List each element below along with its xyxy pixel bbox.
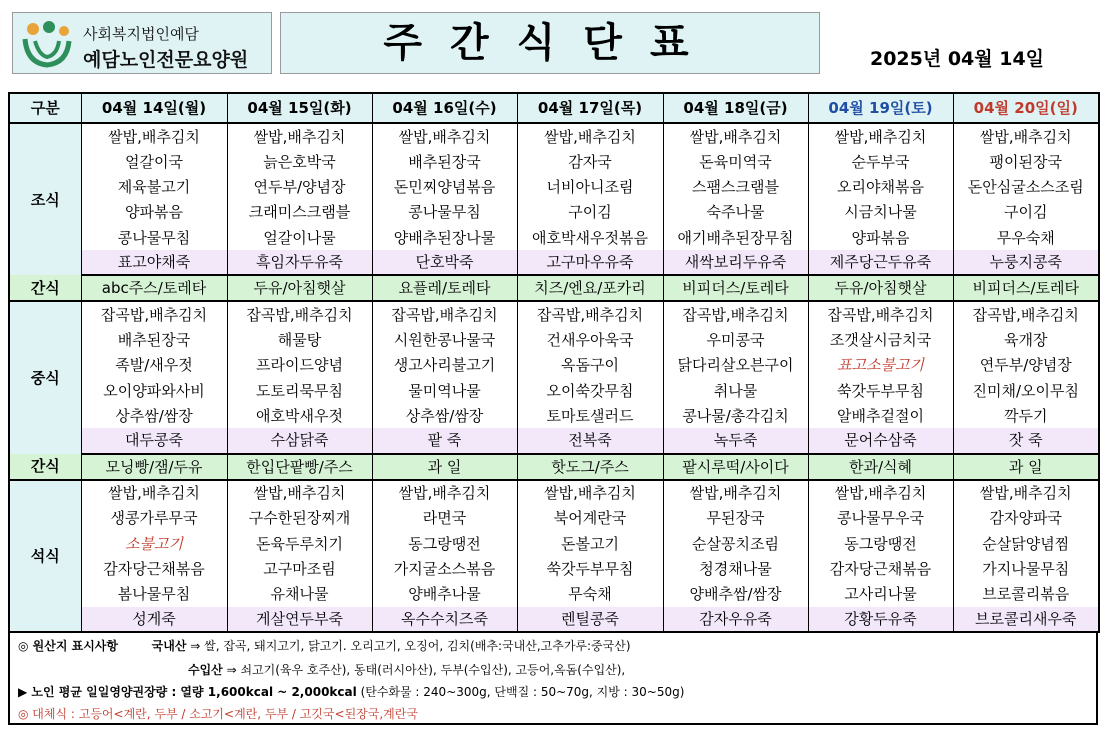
- menu-item: 애기배추된장무침: [663, 225, 808, 250]
- menu-item: 감자당근채볶음: [81, 556, 227, 581]
- menu-item: 돈육두루치기: [227, 531, 372, 556]
- porridge-item: 감자우유죽: [663, 607, 808, 632]
- porridge-item: 팥 죽: [372, 428, 517, 453]
- menu-item: 브로콜리볶음: [953, 581, 1099, 606]
- menu-item: 너비아니조림: [517, 175, 663, 200]
- header-row: [9, 93, 1099, 123]
- menu-row: [9, 301, 1099, 327]
- menu-item: 무된장국: [663, 506, 808, 531]
- menu-row: [9, 480, 1099, 506]
- menu-row: [9, 328, 1099, 353]
- snack-item: 과 일: [372, 454, 517, 480]
- porridge-item: 누룽지콩죽: [953, 250, 1099, 275]
- menu-item: 상추쌈/쌈장: [81, 403, 227, 428]
- menu-item: 돈육미역국: [663, 149, 808, 174]
- menu-item: 시원한콩나물국: [372, 328, 517, 353]
- menu-item: 해물탕: [227, 328, 372, 353]
- snack-item: 팥시루떡/사이다: [663, 454, 808, 480]
- porridge-item: 수삼닭죽: [227, 428, 372, 453]
- notes-section: [8, 633, 1098, 725]
- porridge-row: [9, 250, 1099, 275]
- menu-item: 구수한된장찌개: [227, 506, 372, 531]
- menu-item: 순두부국: [808, 149, 953, 174]
- menu-item: 소불고기: [81, 531, 227, 556]
- menu-item: 제육불고기: [81, 175, 227, 200]
- menu-item: 콩나물무침: [81, 225, 227, 250]
- menu-item: 크래미스크램블: [227, 200, 372, 225]
- menu-item: 오리야채볶음: [808, 175, 953, 200]
- menu-item: 연두부/양념장: [953, 353, 1099, 378]
- snack-item: 모닝빵/잼/두유: [81, 454, 227, 480]
- weekly-menu-table: [8, 92, 1100, 633]
- menu-item: 생고사리불고기: [372, 353, 517, 378]
- porridge-item: 게살연두부죽: [227, 607, 372, 632]
- snack-item: 한과/식혜: [808, 454, 953, 480]
- meal-label-dinner: 석식: [9, 480, 81, 632]
- nutrition-text: (탄수화물 : 240~300g, 단백질 : 50~70g, 지방 : 30~50g): [360, 685, 685, 699]
- menu-row: [9, 506, 1099, 531]
- meal-label-lunch: 중식: [9, 301, 81, 453]
- menu-row: [9, 175, 1099, 200]
- menu-item: 닭다리살오븐구이: [663, 353, 808, 378]
- menu-row: [9, 353, 1099, 378]
- menu-item: 애호박새우젓볶음: [517, 225, 663, 250]
- menu-item: 순살꽁치조림: [663, 531, 808, 556]
- snack-item: 요플레/토레타: [372, 275, 517, 301]
- snack-item: 한입단팥빵/주스: [227, 454, 372, 480]
- menu-item: 양배추된장나물: [372, 225, 517, 250]
- snack-item: 과 일: [953, 454, 1099, 480]
- menu-item: 쌀밥,배추김치: [227, 123, 372, 149]
- page-title: 주간식단표: [280, 12, 820, 74]
- menu-item: 육개장: [953, 328, 1099, 353]
- menu-item: 쌀밥,배추김치: [81, 123, 227, 149]
- column-day-1: 04월 15일(화): [227, 93, 372, 123]
- org-name: 예담노인전문요양원: [83, 49, 249, 71]
- menu-item: 연두부/양념장: [227, 175, 372, 200]
- porridge-item: 흑임자두유죽: [227, 250, 372, 275]
- menu-item: 물미역나물: [372, 378, 517, 403]
- column-day-2: 04월 16일(수): [372, 93, 517, 123]
- porridge-item: 전복죽: [517, 428, 663, 453]
- menu-row: [9, 581, 1099, 606]
- porridge-row: [9, 607, 1099, 632]
- porridge-item: 강황두유죽: [808, 607, 953, 632]
- porridge-item: 브로콜리새우죽: [953, 607, 1099, 632]
- menu-item: 무우숙채: [953, 225, 1099, 250]
- menu-row: [9, 225, 1099, 250]
- menu-row: [9, 200, 1099, 225]
- menu-item: 쌀밥,배추김치: [663, 123, 808, 149]
- menu-item: 쌀밥,배추김치: [372, 123, 517, 149]
- menu-item: 족발/새우젓: [81, 353, 227, 378]
- menu-item: 동그랑땡전: [372, 531, 517, 556]
- menu-item: 취나물: [663, 378, 808, 403]
- menu-item: 구이김: [517, 200, 663, 225]
- domestic-label: 국내산: [151, 639, 187, 653]
- menu-item: 쌀밥,배추김치: [517, 123, 663, 149]
- menu-item: 잡곡밥,배추김치: [953, 301, 1099, 327]
- menu-item: 쌀밥,배추김치: [953, 480, 1099, 506]
- nutrition-line: [18, 683, 684, 700]
- porridge-row: [9, 428, 1099, 453]
- heart-logo-icon: [19, 19, 75, 69]
- menu-item: 스팸스크램블: [663, 175, 808, 200]
- meal-label-snack1: 간식: [9, 275, 81, 301]
- menu-item: 쌀밥,배추김치: [808, 480, 953, 506]
- menu-item: 숙주나물: [663, 200, 808, 225]
- porridge-item: 고구마우유죽: [517, 250, 663, 275]
- menu-row: [9, 149, 1099, 174]
- menu-item: 늙은호박국: [227, 149, 372, 174]
- menu-item: 쌀밥,배추김치: [517, 480, 663, 506]
- snack-item: 핫도그/주스: [517, 454, 663, 480]
- porridge-item: 잣 죽: [953, 428, 1099, 453]
- menu-row: [9, 531, 1099, 556]
- menu-item: 돈볼고기: [517, 531, 663, 556]
- meal-label-snack2: 간식: [9, 454, 81, 480]
- snack-row: [9, 275, 1099, 301]
- menu-item: 감자국: [517, 149, 663, 174]
- column-day-3: 04월 17일(목): [517, 93, 663, 123]
- menu-item: 잡곡밥,배추김치: [227, 301, 372, 327]
- porridge-item: 제주당근두유죽: [808, 250, 953, 275]
- menu-item: 콩나물/총각김치: [663, 403, 808, 428]
- menu-item: 옥돔구이: [517, 353, 663, 378]
- menu-item: 북어계란국: [517, 506, 663, 531]
- menu-item: 프라이드양념: [227, 353, 372, 378]
- domestic-text: ⇒ 쌀, 잡곡, 돼지고기, 닭고기. 오리고기, 오징어, 김치(배추:국내산,고추가루:중국산): [190, 639, 631, 653]
- menu-item: 양배추쌈/쌈장: [663, 581, 808, 606]
- menu-row: [9, 403, 1099, 428]
- menu-item: 토마토샐러드: [517, 403, 663, 428]
- menu-row: [9, 556, 1099, 581]
- menu-date: 2025년 04월 14일: [869, 48, 1045, 70]
- menu-item: 잡곡밥,배추김치: [81, 301, 227, 327]
- menu-item: 유채나물: [227, 581, 372, 606]
- snack-item: abc주스/토레타: [81, 275, 227, 301]
- menu-item: 쑥갓두부무침: [808, 378, 953, 403]
- menu-item: 가지굴소스볶음: [372, 556, 517, 581]
- menu-item: 고사리나물: [808, 581, 953, 606]
- menu-item: 무숙채: [517, 581, 663, 606]
- menu-item: 양배추나물: [372, 581, 517, 606]
- menu-item: 양파볶음: [81, 200, 227, 225]
- menu-item: 진미채/오이무침: [953, 378, 1099, 403]
- snack-item: 비피더스/토레타: [663, 275, 808, 301]
- menu-item: 쌀밥,배추김치: [372, 480, 517, 506]
- menu-item: 오이쑥갓무침: [517, 378, 663, 403]
- porridge-item: 성게죽: [81, 607, 227, 632]
- logo-box: [12, 12, 272, 74]
- menu-item: 콩나물무침: [372, 200, 517, 225]
- menu-item: 우미콩국: [663, 328, 808, 353]
- menu-item: 봄나물무침: [81, 581, 227, 606]
- menu-item: 팽이된장국: [953, 149, 1099, 174]
- porridge-item: 표고야채죽: [81, 250, 227, 275]
- menu-item: 잡곡밥,배추김치: [663, 301, 808, 327]
- menu-item: 쌀밥,배추김치: [227, 480, 372, 506]
- menu-item: 돈민찌양념볶음: [372, 175, 517, 200]
- menu-item: 생콩가루무국: [81, 506, 227, 531]
- snack-item: 두유/아침햇살: [808, 275, 953, 301]
- column-label-category: 구분: [9, 93, 81, 123]
- menu-item: 건새우아욱국: [517, 328, 663, 353]
- porridge-item: 녹두죽: [663, 428, 808, 453]
- menu-item: 시금치나물: [808, 200, 953, 225]
- snack-item: 치즈/엔요/포카리: [517, 275, 663, 301]
- menu-item: 콩나물무우국: [808, 506, 953, 531]
- import-label: 수입산: [188, 663, 223, 677]
- snack-item: 비피더스/토레타: [953, 275, 1099, 301]
- menu-item: 얼갈이나물: [227, 225, 372, 250]
- nutrition-label: ▶ 노인 평균 일일영양권장량 : 열량 1,600kcal ~ 2,000kcal: [18, 685, 357, 699]
- menu-item: 청경채나물: [663, 556, 808, 581]
- menu-item: 고구마조림: [227, 556, 372, 581]
- menu-item: 알배추겉절이: [808, 403, 953, 428]
- menu-item: 양파볶음: [808, 225, 953, 250]
- menu-item: 잡곡밥,배추김치: [808, 301, 953, 327]
- menu-item: 구이김: [953, 200, 1099, 225]
- menu-item: 애호박새우젓: [227, 403, 372, 428]
- porridge-item: 옥수수치즈죽: [372, 607, 517, 632]
- menu-row: [9, 123, 1099, 149]
- menu-row: [9, 378, 1099, 403]
- menu-item: 동그랑땡전: [808, 531, 953, 556]
- origin-line-import: [188, 661, 625, 678]
- menu-item: 쌀밥,배추김치: [808, 123, 953, 149]
- menu-item: 라면국: [372, 506, 517, 531]
- porridge-item: 문어수삼죽: [808, 428, 953, 453]
- porridge-item: 단호박죽: [372, 250, 517, 275]
- menu-item: 깍두기: [953, 403, 1099, 428]
- menu-item: 돈안심굴소스조림: [953, 175, 1099, 200]
- import-text: ⇒ 쇠고기(육우 호주산), 동태(러시아산), 두부(수입산), 고등어,옥돔(수입산),: [226, 663, 626, 677]
- menu-item: 얼갈이국: [81, 149, 227, 174]
- snack-item: 두유/아침햇살: [227, 275, 372, 301]
- menu-item: 감자당근채볶음: [808, 556, 953, 581]
- menu-item: 상추쌈/쌈장: [372, 403, 517, 428]
- menu-item: 감자양파국: [953, 506, 1099, 531]
- menu-item: 순살닭양념찜: [953, 531, 1099, 556]
- origin-line-domestic: [18, 637, 631, 654]
- menu-item: 쌀밥,배추김치: [663, 480, 808, 506]
- column-day-4: 04월 18일(금): [663, 93, 808, 123]
- menu-item: 배추된장국: [372, 149, 517, 174]
- substitute-line: ◎ 대체식 : 고등어<계란, 두부 / 소고기<계란, 두부 / 고깃국<된장국,계란국: [18, 707, 418, 721]
- origin-label: ◎ 원산지 표시사항: [18, 639, 118, 653]
- porridge-item: 렌틸콩죽: [517, 607, 663, 632]
- porridge-item: 새싹보리두유죽: [663, 250, 808, 275]
- menu-item: 잡곡밥,배추김치: [517, 301, 663, 327]
- menu-item: 배추된장국: [81, 328, 227, 353]
- menu-item: 쌀밥,배추김치: [953, 123, 1099, 149]
- org-subtitle: 사회복지법인예담: [83, 25, 199, 43]
- column-day-0: 04월 14일(월): [81, 93, 227, 123]
- menu-item: 가지나물무침: [953, 556, 1099, 581]
- snack-row: [9, 454, 1099, 480]
- menu-item: 표고소불고기: [808, 353, 953, 378]
- column-day-5: 04월 19일(토): [808, 93, 953, 123]
- menu-item: 오이양파와사비: [81, 378, 227, 403]
- menu-item: 쑥갓두부무침: [517, 556, 663, 581]
- menu-item: 쌀밥,배추김치: [81, 480, 227, 506]
- menu-item: 조갯살시금치국: [808, 328, 953, 353]
- porridge-item: 대두콩죽: [81, 428, 227, 453]
- menu-item: 도토리묵무침: [227, 378, 372, 403]
- column-day-6: 04월 20일(일): [953, 93, 1099, 123]
- menu-item: 잡곡밥,배추김치: [372, 301, 517, 327]
- meal-label-breakfast: 조식: [9, 123, 81, 275]
